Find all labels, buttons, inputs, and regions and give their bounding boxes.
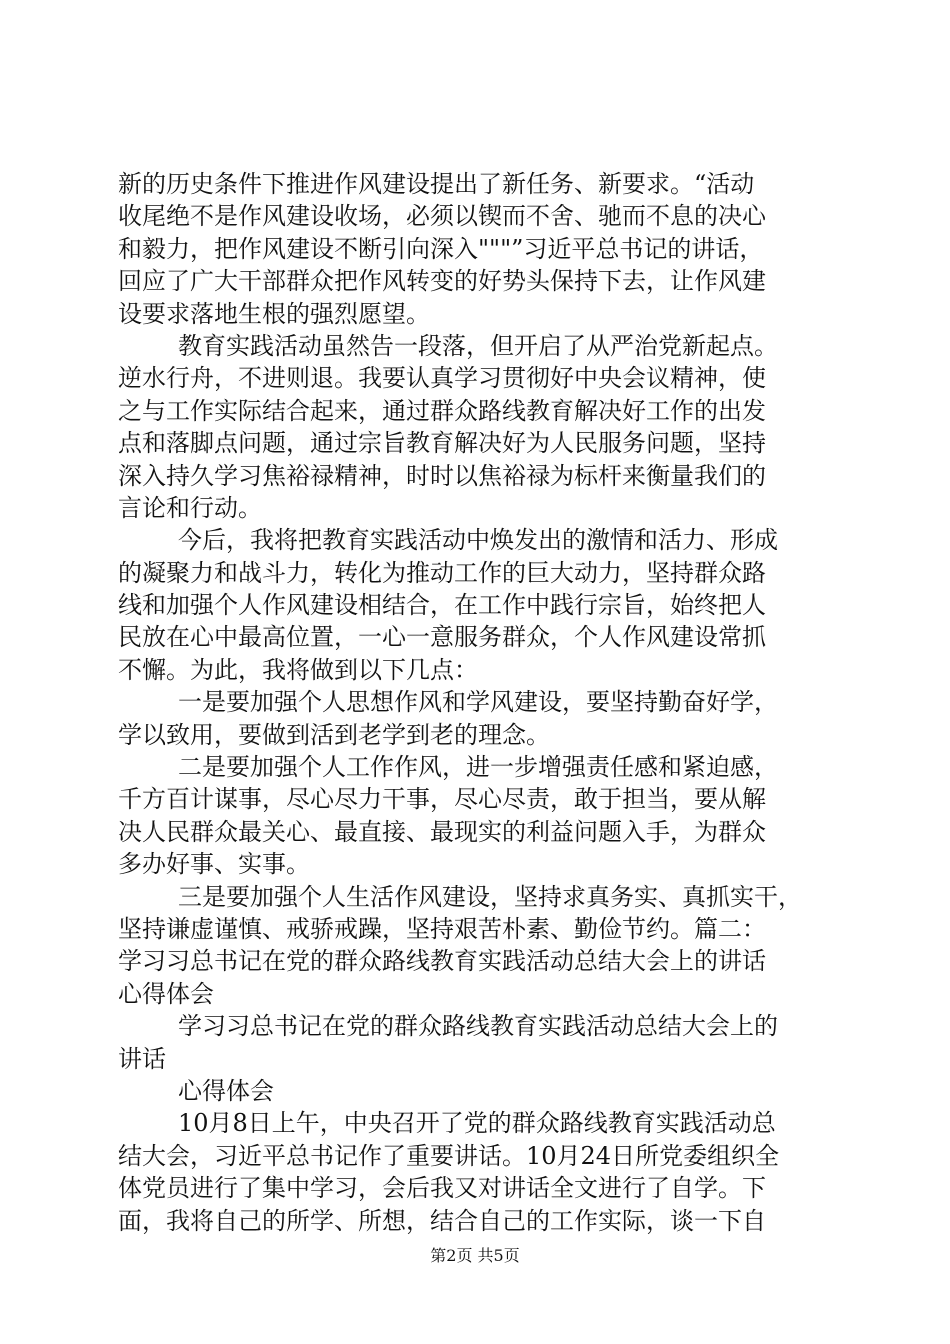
paragraph-start-line: 今后，我将把教育实践活动中焕发出的激情和活力、形成 xyxy=(178,526,778,555)
paragraph-start-line: 10月8日上午，中央召开了党的群众路线教育实践活动总 xyxy=(178,1109,776,1138)
document-body xyxy=(118,168,838,1237)
text-line: 和毅力，把作风建设不断引向深入"""”习近平总书记的讲话， xyxy=(118,234,764,263)
paragraph-start-line: 一是要加强个人思想作风和学风建设，要坚持勤奋好学， xyxy=(178,688,778,717)
text-line: 回应了广大干部群众把作风转变的好势头保持下去，让作风建 xyxy=(118,267,766,296)
text-line: 坚持谦虚谨慎、戒骄戒躁，坚持艰苦朴素、勤俭节约。篇二： xyxy=(118,914,766,943)
text-line: 的凝聚力和战斗力，转化为推动工作的巨大动力，坚持群众路 xyxy=(118,558,766,587)
text-line: 千方百计谋事，尽心尽力干事，尽心尽责，敢于担当，要从解 xyxy=(118,785,766,814)
text-line: 面，我将自己的所学、所想，结合自己的工作实际，谈一下自 xyxy=(118,1206,766,1235)
text-line: 民放在心中最高位置，一心一意服务群众，个人作风建设常抓 xyxy=(118,623,766,652)
paragraph-start-line: 心得体会 xyxy=(178,1076,274,1105)
text-line: 讲话 xyxy=(118,1044,166,1073)
paragraph-start-line: 二是要加强个人工作作风，进一步增强责任感和紧迫感， xyxy=(178,753,778,782)
page-number-footer: 第2页 共5页 xyxy=(430,1246,520,1265)
text-line: 不懈。为此，我将做到以下几点： xyxy=(118,655,478,684)
text-line: 线和加强个人作风建设相结合，在工作中践行宗旨，始终把人 xyxy=(118,591,766,620)
text-line: 学以致用，要做到活到老学到老的理念。 xyxy=(118,720,550,749)
text-line: 决人民群众最关心、最直接、最现实的利益问题入手，为群众 xyxy=(118,817,766,846)
text-line: 逆水行舟，不进则退。我要认真学习贯彻好中央会议精神，使 xyxy=(118,364,766,393)
paragraph-start-line: 教育实践活动虽然告一段落，但开启了从严治党新起点。 xyxy=(178,331,778,360)
text-line: 之与工作实际结合起来，通过群众路线教育解决好工作的出发 xyxy=(118,396,766,425)
text-line: 体党员进行了集中学习，会后我又对讲话全文进行了自学。下 xyxy=(118,1174,766,1203)
text-line: 新的历史条件下推进作风建设提出了新任务、新要求。“活动 xyxy=(118,170,755,198)
text-line: 多办好事、实事。 xyxy=(118,850,310,879)
text-line: 学习习总书记在党的群众路线教育实践活动总结大会上的讲话 xyxy=(118,947,766,976)
text-line: 结大会，习近平总书记作了重要讲话。10月24日所党委组织全 xyxy=(118,1141,780,1170)
text-line: 言论和行动。 xyxy=(118,493,262,522)
text-line: 心得体会 xyxy=(118,979,214,1008)
text-line: 深入持久学习焦裕禄精神，时时以焦裕禄为标杆来衡量我们的 xyxy=(118,461,766,490)
text-line: 设要求落地生根的强烈愿望。 xyxy=(118,299,430,328)
paragraph-start-line: 三是要加强个人生活作风建设，坚持求真务实、真抓实干， xyxy=(178,882,802,911)
paragraph-start-line: 学习习总书记在党的群众路线教育实践活动总结大会上的 xyxy=(178,1012,778,1041)
text-line: 收尾绝不是作风建设收场，必须以锲而不舍、驰而不息的决心 xyxy=(118,202,766,231)
text-line: 点和落脚点问题，通过宗旨教育解决好为人民服务问题，坚持 xyxy=(118,429,766,458)
